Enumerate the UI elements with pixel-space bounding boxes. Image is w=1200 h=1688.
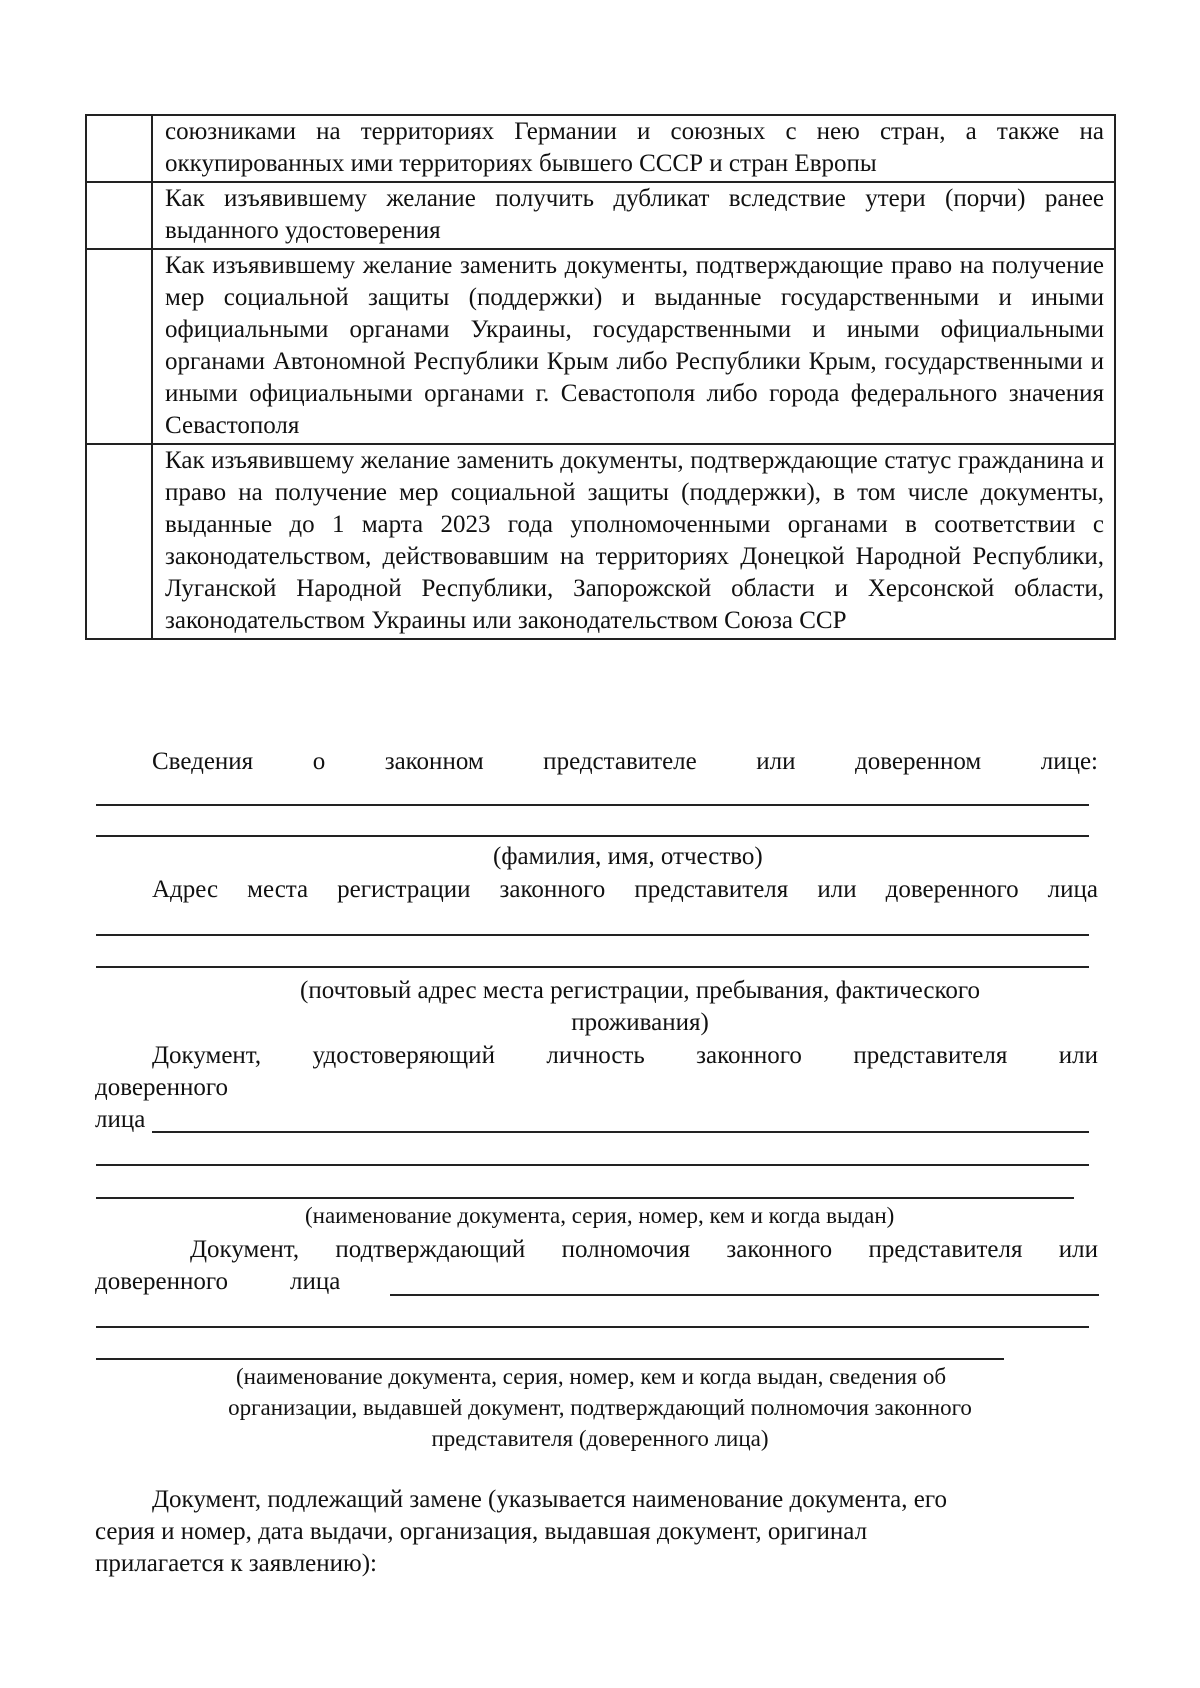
checkbox-cell[interactable] <box>86 115 152 182</box>
representative-heading: Сведения о законном представителе или доверенном лице: <box>152 748 1098 775</box>
name-caption: (фамилия, имя, отчество) <box>493 843 763 870</box>
address-label: Адрес места регистрации законного представителя или доверенного лица <box>152 876 1098 903</box>
option-text: Как изъявившему желание заменить документы, подтверждающие право на получение мер социальной защиты (поддержки) и выданные государственными и иными официальными органами Украины, государственными и иными официальными органами Автономной Республики Крым либо Республики Крым, государственными и иными официальными органами г. Севастополя либо города федерального значения Севастополя <box>152 249 1115 444</box>
checkbox-cell[interactable] <box>86 444 152 639</box>
authority-caption-line-3: представителя (доверенного лица) <box>431 1426 769 1451</box>
checkbox-cell[interactable] <box>86 182 152 249</box>
replacement-line-3: прилагается к заявлению): <box>95 1550 377 1577</box>
address-caption-line-1: (почтовый адрес места регистрации, пребывания, фактического <box>300 977 980 1004</box>
authority-label-line-2a: доверенного <box>95 1268 228 1295</box>
option-text: Как изъявившему желание получить дубликат вследствие утери (порчи) ранее выданного удостоверения <box>152 182 1115 249</box>
id-doc-caption: (наименование документа, серия, номер, кем и когда выдан) <box>305 1203 895 1228</box>
authority-field-line-3[interactable] <box>96 1358 1004 1360</box>
checkbox-cell[interactable] <box>86 249 152 444</box>
id-doc-field-line-2[interactable] <box>96 1164 1089 1166</box>
options-table <box>85 114 1116 640</box>
authority-label-line-2b: лица <box>290 1268 341 1295</box>
replacement-line-2: серия и номер, дата выдачи, организация, выдавшая документ, оригинал <box>95 1518 868 1545</box>
address-field-line-2[interactable] <box>96 966 1089 968</box>
id-doc-field-line-3[interactable] <box>96 1197 1074 1199</box>
name-field-line-1[interactable] <box>96 804 1089 806</box>
table-row <box>86 182 1115 249</box>
id-doc-label-line-1: Документ, удостоверяющий личность законного представителя или <box>152 1042 1098 1069</box>
authority-label-line-1: Документ, подтверждающий полномочия законного представителя или <box>190 1236 1098 1263</box>
name-field-line-2[interactable] <box>96 835 1089 837</box>
address-field-line-1[interactable] <box>96 934 1089 936</box>
table-row <box>86 444 1115 639</box>
table-row <box>86 249 1115 444</box>
authority-field-line-1[interactable] <box>390 1294 1099 1296</box>
address-caption-line-2: проживания) <box>571 1009 709 1036</box>
option-text: Как изъявившему желание заменить документы, подтверждающие статус гражданина и право на получение мер социальной защиты (поддержки), в том числе документы, выданные до 1 марта 2023 года уполномоченными органами в соответствии с законодательством, действовавшим на территориях Донецкой Народной Республики, Луганской Народной Республики, Запорожской области и Херсонской области, законодательством Украины или законодательством Союза ССР <box>152 444 1115 639</box>
option-text: союзниками на территориях Германии и союзных с нею стран, а также на оккупированных ими территориях бывшего СССР и стран Европы <box>152 115 1115 182</box>
table-row <box>86 115 1115 182</box>
replacement-line-1: Документ, подлежащий замене (указывается наименование документа, его <box>152 1486 948 1513</box>
id-doc-label-line-2: доверенного <box>95 1074 228 1101</box>
authority-field-line-2[interactable] <box>96 1326 1089 1328</box>
authority-caption-line-1: (наименование документа, серия, номер, кем и когда выдан, сведения об <box>236 1364 947 1389</box>
id-doc-label-line-3: лица <box>95 1106 146 1133</box>
authority-caption-line-2: организации, выдавшей документ, подтверждающий полномочия законного <box>228 1395 972 1420</box>
id-doc-field-line-1[interactable] <box>152 1131 1089 1133</box>
